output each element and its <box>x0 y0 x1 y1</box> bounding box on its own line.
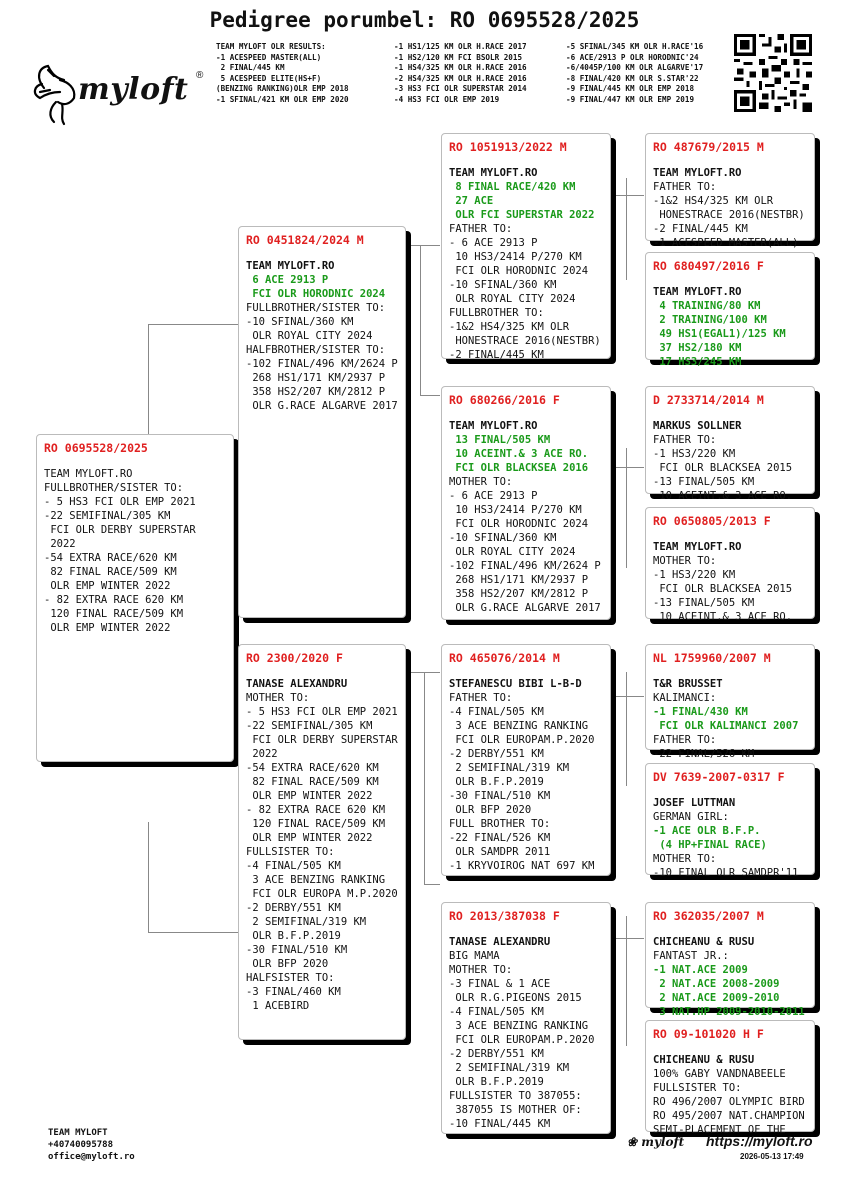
achievement-line: 2 TRAINING/100 KM <box>653 314 767 326</box>
card-line: KALIMANCI: <box>653 692 717 704</box>
breeder-name: TANASE ALEXANDRU <box>449 936 551 948</box>
card-line: FULLSISTER TO: <box>653 1082 742 1094</box>
registered-mark: ® <box>196 70 204 81</box>
card-line: -102 FINAL/496 KM/2624 P <box>246 358 398 370</box>
card-line: -22 FINAL/526 KM <box>449 832 551 844</box>
card-line: 268 HS1/171 KM/2937 P <box>246 372 386 384</box>
result-line: 2 FINAL/445 KM <box>216 63 285 73</box>
ring-number: RO 680497/2016 F <box>653 259 764 273</box>
card-line: -2 FINAL/445 KM <box>653 223 748 235</box>
connector-line <box>614 696 644 697</box>
sire-dam-sire-card[interactable] <box>645 386 815 502</box>
card-line: FATHER TO: <box>653 434 717 446</box>
card-line: 82 FINAL RACE/509 KM <box>44 566 177 578</box>
card-line: OLR SAMDPR 2011 <box>449 846 551 858</box>
achievement-line: FCI OLR BLACKSEA 2016 <box>449 462 589 474</box>
breeder-name: CHICHEANU & RUSU <box>653 1054 755 1066</box>
result-line: -4 HS3 FCI OLR EMP 2019 <box>394 94 500 104</box>
ring-number: RO 1051913/2022 M <box>449 140 567 154</box>
card-line: OLR EMP WINTER 2022 <box>44 622 171 634</box>
card-line: -1 ACESPEED MASTER(ALL) <box>653 237 799 249</box>
card-line: GERMAN GIRL: <box>653 811 729 823</box>
card-line: HALFSISTER TO: <box>246 972 335 984</box>
card-line: FCI OLR EUROPAM.P.2020 <box>449 734 595 746</box>
ring-number: RO 680266/2016 F <box>449 393 560 407</box>
card-line: OLR BFP 2020 <box>449 804 532 816</box>
card-line: RO 496/2007 OLYMPIC BIRD <box>653 1096 805 1108</box>
card-line: SEMI-PLACEMENT OF THE <box>653 1124 786 1136</box>
qr-code-icon <box>734 34 812 112</box>
card-line: FULL BROTHER TO: <box>449 818 551 830</box>
card-line: -1&2 HS4/325 KM OLR <box>449 321 570 333</box>
card-line: -30 FINAL/510 KM <box>449 790 551 802</box>
achievement-line: 13 FINAL/505 KM <box>449 434 551 446</box>
ring-number: NL 1759960/2007 M <box>653 651 771 665</box>
card-line: OLR B.F.P.2019 <box>449 776 544 788</box>
card-line: FCI OLR HORODNIC 2024 <box>449 518 589 530</box>
result-line: -1 HS2/120 KM FCI BSOLR 2015 <box>394 52 523 62</box>
card-line: 120 FINAL RACE/509 KM <box>44 608 184 620</box>
connector-line <box>148 324 149 436</box>
card-line: FULLSISTER TO 387055: <box>449 1090 582 1102</box>
connector-line <box>614 467 644 468</box>
card-line: FULLSISTER TO: <box>246 846 335 858</box>
card-line: 387055 IS MOTHER OF: <box>449 1104 582 1116</box>
card-line: RO 495/2007 NAT.CHAMPION <box>653 1110 805 1122</box>
card-line: OLR ROYAL CITY 2024 <box>449 293 576 305</box>
breeder-name: STEFANESCU BIBI L-B-D <box>449 678 582 690</box>
connector-line <box>614 195 644 196</box>
card-line: -102 FINAL/496 KM/2624 P <box>449 560 601 572</box>
card-line: FATHER TO: <box>449 223 513 235</box>
card-line: 268 HS1/171 KM/2937 P <box>449 574 589 586</box>
card-line: BIG MAMA <box>449 950 500 962</box>
result-line: (BENZING RANKING)OLR EMP 2018 <box>216 84 349 94</box>
card-line: 358 HS2/207 KM/2812 P <box>449 588 589 600</box>
card-line: -54 EXTRA RACE/620 KM <box>246 762 379 774</box>
achievement-line: FCI OLR HORODNIC 2024 <box>246 288 386 300</box>
connector-line <box>626 448 627 568</box>
achievement-line: FCI OLR KALIMANCI 2007 <box>653 720 799 732</box>
result-line: TEAM MYLOFT OLR RESULTS: <box>216 42 326 51</box>
card-line: FULLBROTHER/SISTER TO: <box>246 302 386 314</box>
card-line: -10 FINAL/445 KM <box>449 1118 551 1130</box>
card-line: HALFBROTHER/SISTER TO: <box>246 344 386 356</box>
dam-dam-dam-card[interactable] <box>645 1020 815 1136</box>
breeder-name: JOSEF LUTTMAN <box>653 797 736 809</box>
connector-line <box>614 938 644 939</box>
ring-number: RO 487679/2015 M <box>653 140 764 154</box>
card-line: -3 FINAL & 1 ACE <box>449 978 551 990</box>
ring-number: RO 362035/2007 M <box>653 909 764 923</box>
card-line: -2 FINAL/445 KM <box>449 349 544 361</box>
result-line: -9 FINAL/447 KM OLR EMP 2019 <box>566 94 695 104</box>
footer-logo <box>627 1135 684 1149</box>
phone-number: +40740095788 <box>48 1140 114 1150</box>
breeder-name: T&R BRUSSET <box>653 678 723 690</box>
subject-card[interactable] <box>36 434 234 762</box>
card-line: 2 SEMIFINAL/319 KM <box>449 762 570 774</box>
card-line: 358 HS2/207 KM/2812 P <box>246 386 386 398</box>
result-line: -6/4045P/100 KM OLR ALGARVE'17 <box>566 63 704 73</box>
breeder-name: TEAM MYLOFT.RO <box>246 260 335 272</box>
achievement-line: 17 HS3/245 KM <box>653 356 742 368</box>
dam-sire-dam-card[interactable] <box>645 763 815 879</box>
card-line: FULLBROTHER/SISTER TO: <box>44 482 184 494</box>
ring-number: D 2733714/2014 M <box>653 393 764 407</box>
card-line: OLR EMP WINTER 2022 <box>246 832 373 844</box>
card-line: HONESTRACE 2016(NESTBR) <box>653 209 805 221</box>
result-line: -2 HS4/325 KM OLR H.RACE 2016 <box>394 73 527 83</box>
team-name: TEAM MYLOFT <box>48 1128 108 1138</box>
card-line: OLR G.RACE ALGARVE 2017 <box>449 602 601 614</box>
breeder-name: MARKUS SOLLNER <box>653 420 742 432</box>
card-line: - 5 HS3 FCI OLR EMP 2021 <box>44 496 196 508</box>
achievement-line: 2 NAT.ACE 2008-2009 <box>653 978 780 990</box>
results-column-2 <box>394 42 527 106</box>
connector-line <box>420 245 421 395</box>
card-line: 3 ACE BENZING RANKING <box>246 874 386 886</box>
breeder-name: TEAM MYLOFT.RO <box>449 167 538 179</box>
result-line: -5 SFINAL/345 KM OLR H.RACE'16 <box>566 42 704 51</box>
achievement-line: (4 HP+FINAL RACE) <box>653 839 767 851</box>
card-line: OLR B.F.P.2019 <box>246 930 341 942</box>
achievement-line: -1 FINAL/430 KM <box>653 706 748 718</box>
card-line: -22 SEMIFINAL/305 KM <box>44 510 171 522</box>
card-line: -1 KRYVOIROG NAT 697 KM <box>449 860 595 872</box>
ring-number: RO 465076/2014 M <box>449 651 560 665</box>
email-address: office@myloft.ro <box>48 1152 135 1162</box>
card-line: OLR ROYAL CITY 2024 <box>449 546 576 558</box>
achievement-line: 6 ACE 2913 P <box>246 274 329 286</box>
card-line: 2 SEMIFINAL/319 KM <box>246 916 367 928</box>
achievement-line: 27 ACE <box>449 195 494 207</box>
sire-sire-card[interactable] <box>441 133 611 359</box>
card-line: - 6 ACE 2913 P <box>449 490 538 502</box>
card-line: -1 HS3/220 KM <box>653 569 736 581</box>
ring-number: RO 2300/2020 F <box>246 651 343 665</box>
card-line: MOTHER TO: <box>246 692 310 704</box>
card-line: OLR EMP WINTER 2022 <box>246 790 373 802</box>
result-line: 5 ACESPEED ELITE(HS+F) <box>216 73 322 83</box>
card-line: -22 SEMIFINAL/305 KM <box>246 720 373 732</box>
card-line: - 6 ACE 2913 P <box>449 237 538 249</box>
results-column-3 <box>566 42 703 106</box>
results-column-1 <box>216 42 349 106</box>
connector-line <box>626 178 627 280</box>
sire-card[interactable] <box>238 226 406 618</box>
card-line: -54 EXTRA RACE/620 KM <box>44 552 177 564</box>
print-date: 2026-05-13 17:49 <box>740 1152 804 1161</box>
card-line: 2022 <box>246 748 278 760</box>
achievement-line: 49 HS1(EGAL1)/125 KM <box>653 328 786 340</box>
card-line: 10 HS3/2414 P/270 KM <box>449 504 582 516</box>
connector-line <box>148 932 238 933</box>
card-line: -10 SFINAL/360 KM <box>246 316 354 328</box>
result-line: -6 ACE/2913 P OLR HORODNIC'24 <box>566 52 699 62</box>
breeder-name: TANASE ALEXANDRU <box>246 678 348 690</box>
website-link[interactable]: https://myloft.ro <box>706 1133 813 1149</box>
card-line: FCI OLR EUROPA M.P.2020 <box>246 888 398 900</box>
card-line: FANTAST JR.: <box>653 950 729 962</box>
achievement-line: -1 NAT.ACE 2009 <box>653 964 748 976</box>
card-line: 10 ACEINT.& 3 ACE RO. <box>653 490 793 502</box>
card-line: 2022 <box>44 538 76 550</box>
breeder-name: TEAM MYLOFT.RO <box>449 420 538 432</box>
card-line: OLR ROYAL CITY 2024 <box>246 330 373 342</box>
connector-line <box>424 672 425 884</box>
card-line: FCI OLR HORODNIC 2024 <box>449 265 589 277</box>
contact-block <box>48 1127 135 1163</box>
card-line: FCI OLR BLACKSEA 2015 <box>653 583 793 595</box>
card-line: HONESTRACE 2016(NESTBR) <box>449 335 601 347</box>
achievement-line: 3 NAT.HP 2009-2010-2011 <box>653 1006 805 1018</box>
connector-line <box>148 324 238 325</box>
result-line: -1 SFINAL/421 KM OLR EMP 2020 <box>216 94 349 104</box>
card-line: OLR EMP WINTER 2022 <box>44 580 171 592</box>
ring-number: RO 0451824/2024 M <box>246 233 364 247</box>
card-line: -2 DERBY/551 KM <box>449 748 544 760</box>
pigeon-logo-icon: ❀ <box>627 1135 638 1149</box>
card-line: MOTHER TO: <box>653 555 717 567</box>
achievement-line: 37 HS2/180 KM <box>653 342 742 354</box>
card-line: -22 FINAL/526 KM <box>653 748 755 760</box>
connector-line <box>420 395 440 396</box>
ring-number: RO 2013/387038 F <box>449 909 560 923</box>
breeder-name: TEAM MYLOFT.RO <box>653 167 742 179</box>
card-line: -13 FINAL/505 KM <box>653 597 755 609</box>
result-line: -1 ACESPEED MASTER(ALL) <box>216 52 322 62</box>
card-line: OLR G.RACE ALGARVE 2017 <box>246 400 398 412</box>
card-line: -4 FINAL/505 KM <box>449 1006 544 1018</box>
card-line: -10 SFINAL/360 KM <box>449 532 557 544</box>
card-line: TEAM MYLOFT.RO <box>44 468 133 480</box>
ring-number: RO 0650805/2013 F <box>653 514 771 528</box>
result-line: -1 HS1/125 KM OLR H.RACE 2017 <box>394 42 527 51</box>
ring-number: RO 09-101020 H F <box>653 1027 764 1041</box>
logo-text: myloft <box>78 72 189 107</box>
card-line: - 5 HS3 FCI OLR EMP 2021 <box>246 706 398 718</box>
achievement-line: 4 TRAINING/80 KM <box>653 300 761 312</box>
dam-sire-sire-card[interactable] <box>645 644 815 760</box>
card-line: -13 FINAL/505 KM <box>653 476 755 488</box>
card-line: MOTHER TO: <box>653 853 717 865</box>
card-line: -10 SFINAL/360 KM <box>449 279 557 291</box>
achievement-line: -1 ACE OLR B.F.P. <box>653 825 761 837</box>
achievement-line: 2 NAT.ACE 2009-2010 <box>653 992 780 1004</box>
card-line: -3 FINAL/460 KM <box>246 986 341 998</box>
card-line: -1 HS3/220 KM <box>653 448 736 460</box>
card-line: -10 FINAL OLR SAMDPR'11 <box>653 867 799 879</box>
connector-line <box>626 916 627 1046</box>
card-line: -2 DERBY/551 KM <box>246 902 341 914</box>
card-line: FATHER TO: <box>653 734 717 746</box>
result-line: -1 HS4/325 KM OLR H.RACE 2016 <box>394 63 527 73</box>
card-line: FATHER TO: <box>449 692 513 704</box>
connector-line <box>626 672 627 786</box>
card-line: -1&2 HS4/325 KM OLR <box>653 195 774 207</box>
connector-line <box>424 884 440 885</box>
connector-line <box>408 245 440 246</box>
result-line: -3 HS3 FCI OLR SUPERSTAR 2014 <box>394 84 527 94</box>
card-line: FCI OLR DERBY SUPERSTAR <box>44 524 196 536</box>
sire-sire-sire-card[interactable] <box>645 133 815 249</box>
sire-sire-dam-card[interactable] <box>645 252 815 368</box>
card-line: MOTHER TO: <box>449 476 513 488</box>
sire-dam-dam-card[interactable] <box>645 507 815 623</box>
page-title: Pedigree porumbel: RO 0695528/2025 <box>209 8 640 32</box>
achievement-line: OLR FCI SUPERSTAR 2022 <box>449 209 595 221</box>
achievement-line: 10 ACEINT.& 3 ACE RO. <box>449 448 589 460</box>
card-line: 100% GABY VANDNABEELE <box>653 1068 786 1080</box>
footer-logo-text: myloft <box>641 1135 685 1149</box>
connector-line <box>148 822 149 932</box>
result-line: -9 FINAL/445 KM OLR EMP 2018 <box>566 84 695 94</box>
card-line: 82 FINAL RACE/509 KM <box>246 776 379 788</box>
card-line: - 82 EXTRA RACE 620 KM <box>246 804 386 816</box>
card-line: FULLBROTHER TO: <box>449 307 544 319</box>
card-line: FCI OLR DERBY SUPERSTAR <box>246 734 398 746</box>
achievement-line: 8 FINAL RACE/420 KM <box>449 181 576 193</box>
card-line: FATHER TO: <box>653 181 717 193</box>
sire-dam-card[interactable] <box>441 386 611 620</box>
ring-number: RO 0695528/2025 <box>44 441 148 455</box>
card-line: 120 FINAL RACE/509 KM <box>246 818 386 830</box>
breeder-name: TEAM MYLOFT.RO <box>653 286 742 298</box>
card-line: OLR R.G.PIGEONS 2015 <box>449 992 582 1004</box>
card-line: -4 FINAL/505 KM <box>449 706 544 718</box>
card-line: MOTHER TO: <box>449 964 513 976</box>
breeder-name: CHICHEANU & RUSU <box>653 936 755 948</box>
card-line: 1 ACEBIRD <box>246 1000 310 1012</box>
card-line: 3 ACE BENZING RANKING <box>449 1020 589 1032</box>
breeder-name: TEAM MYLOFT.RO <box>653 541 742 553</box>
dam-card[interactable] <box>238 644 406 1040</box>
card-line: -2 DERBY/551 KM <box>449 1048 544 1060</box>
card-line: 3 ACE BENZING RANKING <box>449 720 589 732</box>
dam-sire-card[interactable] <box>441 644 611 876</box>
card-line: OLR B.F.P.2019 <box>449 1076 544 1088</box>
card-line: 10 HS3/2414 P/270 KM <box>449 251 582 263</box>
card-line: 10 ACEINT.& 3 ACE RO. <box>653 611 793 623</box>
card-line: FCI OLR BLACKSEA 2015 <box>653 462 793 474</box>
result-line: -8 FINAL/420 KM OLR S.STAR'22 <box>566 73 699 83</box>
card-line: OLR BFP 2020 <box>246 958 329 970</box>
card-line: FCI OLR EUROPAM.P.2020 <box>449 1034 595 1046</box>
card-line: - 82 EXTRA RACE 620 KM <box>44 594 184 606</box>
dam-dam-card[interactable] <box>441 902 611 1134</box>
dam-dam-sire-card[interactable] <box>645 902 815 1018</box>
card-line: -30 FINAL/510 KM <box>246 944 348 956</box>
card-line: 2 SEMIFINAL/319 KM <box>449 1062 570 1074</box>
ring-number: DV 7639-2007-0317 F <box>653 770 785 784</box>
card-line: -4 FINAL/505 KM <box>246 860 341 872</box>
